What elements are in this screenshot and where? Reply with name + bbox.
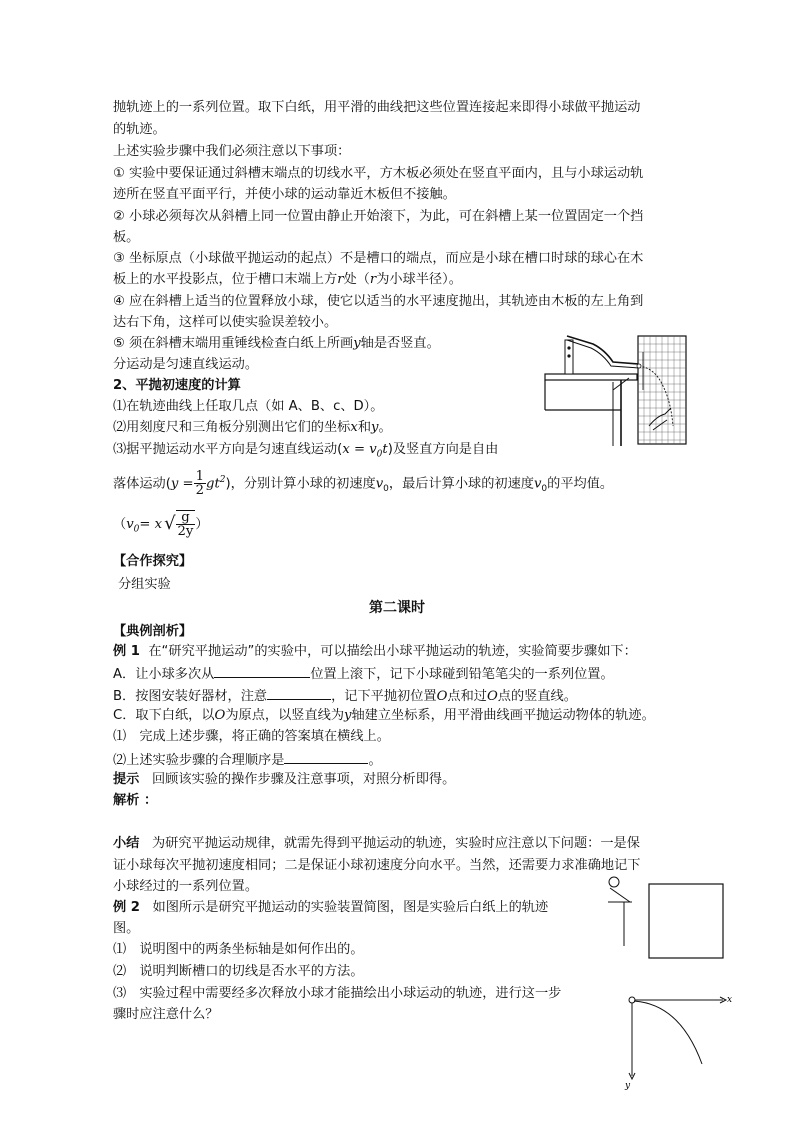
paren: ） bbox=[195, 517, 209, 532]
answer-blank[interactable] bbox=[284, 749, 368, 764]
math-symbol: O bbox=[486, 689, 498, 704]
fraction bbox=[194, 470, 206, 497]
text-span: 轴建立坐标系，用平滑曲线画平抛运动物体的轨迹。 bbox=[351, 708, 655, 723]
text-span: ，记下平抛初位置 bbox=[331, 689, 437, 704]
text-span: B．按图安装好器材，注意 bbox=[113, 689, 268, 704]
formula-part: = x bbox=[139, 517, 163, 532]
text-span: 如图所示是研究平抛运动的实验装置简图，图是实验后白纸上的轨迹 bbox=[152, 900, 549, 915]
paren: （ bbox=[113, 517, 127, 532]
text-line: 板。 bbox=[113, 230, 140, 245]
table-top bbox=[545, 374, 637, 380]
text-line bbox=[113, 749, 382, 771]
math-symbol: x bbox=[350, 420, 358, 435]
analysis-label: 解析 ： bbox=[113, 793, 158, 808]
text-span: 为研究平抛运动规律，就需先得到平抛运动的轨迹，实验时应注意以下问题：一是保 bbox=[151, 836, 640, 851]
math-symbol: y bbox=[371, 420, 379, 435]
answer-blank[interactable] bbox=[267, 685, 331, 700]
text-span: 落体运动( bbox=[113, 476, 171, 492]
superscript: 2 bbox=[219, 475, 226, 485]
denominator: 2 bbox=[195, 482, 204, 498]
example-label: 例 1 bbox=[113, 644, 140, 659]
math-symbol: r bbox=[369, 272, 377, 287]
text-span: 的平均值。 bbox=[547, 476, 614, 492]
apparatus-figure bbox=[543, 330, 688, 448]
x-axis-label: x bbox=[727, 995, 733, 1005]
text-span: 回顾该实验的操作步骤及注意事项，对照分析即得。 bbox=[151, 772, 456, 787]
subscript: 0 bbox=[541, 484, 548, 495]
text-span: ⑤ 须在斜槽末端用重锤线检查白纸上所画 bbox=[113, 336, 354, 351]
formula bbox=[342, 442, 388, 460]
formula-part: y = bbox=[170, 476, 194, 492]
text-span: ⑵上述实验步骤的合理顺序是 bbox=[113, 753, 285, 768]
trajectory-curve bbox=[634, 1001, 702, 1064]
text-line: 骤时应注意什么？ bbox=[113, 1007, 219, 1022]
text-line bbox=[113, 663, 614, 685]
text-line: ⑴在轨迹曲线上任取几点（如 A、B、c、D）。 bbox=[113, 399, 384, 414]
denominator: 2y bbox=[177, 524, 194, 539]
text-line bbox=[113, 418, 392, 438]
subscript: 0 bbox=[133, 524, 140, 535]
text-span: 。 bbox=[368, 753, 382, 768]
origin-point bbox=[629, 997, 635, 1003]
math-symbol: v bbox=[126, 517, 134, 532]
text-span: )，分别计算小球的初速度 bbox=[225, 476, 376, 492]
formula-part: x = v bbox=[342, 442, 377, 457]
summary-label: 小结 bbox=[113, 836, 140, 851]
paper-board bbox=[649, 884, 723, 958]
text-line: 迹所在竖直平面平行，并使小球的运动靠近木板但不接触。 bbox=[113, 187, 456, 202]
text-line bbox=[113, 706, 655, 726]
subscript: 0 bbox=[376, 449, 383, 460]
text-span: 点的竖直线。 bbox=[497, 689, 577, 704]
text-line bbox=[113, 466, 613, 503]
text-span: 和 bbox=[357, 420, 371, 435]
text-line: 分组实验 bbox=[118, 577, 171, 592]
text-line: 证小球每次平抛初速度相同；二是保证小球初速度分向水平。当然，还需要力求准确地记下 bbox=[113, 858, 641, 873]
text-line bbox=[113, 834, 640, 854]
text-line bbox=[113, 770, 455, 790]
text-span: 点和过 bbox=[447, 689, 487, 704]
text-line: ③ 坐标原点（小球做平抛运动的起点）不是槽口的端点，而应是小球在槽口时球的球心在木 bbox=[113, 251, 644, 266]
text-span: ⑶据平抛运动水平方向是匀速直线运动( bbox=[113, 442, 343, 457]
example2-apparatus-figure bbox=[602, 874, 728, 962]
math-symbol: r bbox=[337, 272, 344, 287]
text-line: 上述实验步骤中我们必须注意以下事项： bbox=[113, 144, 351, 159]
text-line: ⑴ 说明图中的两条坐标轴是如何作出的。 bbox=[113, 942, 364, 957]
text-line: 图。 bbox=[113, 921, 140, 936]
formula-part: gt bbox=[206, 476, 220, 492]
text-span: C．取下白纸，以 bbox=[113, 708, 215, 723]
text-span: ，最后计算小球的初速度 bbox=[388, 476, 534, 492]
example-label: 例 2 bbox=[113, 900, 140, 915]
text-line bbox=[113, 642, 637, 662]
text-line bbox=[113, 898, 548, 918]
subscript: 0 bbox=[383, 484, 389, 495]
answer-blank[interactable] bbox=[214, 663, 310, 678]
text-line: ⑶ 实验过程中需要经多次释放小球才能描绘出小球运动的轨迹，进行这一步 bbox=[113, 986, 562, 1001]
section-heading: 【合作探究】 bbox=[113, 554, 193, 569]
text-line: 的轨迹。 bbox=[113, 122, 166, 137]
math-symbol: O bbox=[214, 708, 226, 723]
math-symbol: O bbox=[436, 689, 448, 704]
text-span: 为原点，以竖直线为 bbox=[225, 708, 345, 723]
hint-label: 提示 bbox=[113, 772, 140, 787]
stand-bolt bbox=[567, 346, 570, 349]
text-line: 达右下角，这样可以使实验误差较小。 bbox=[113, 315, 338, 330]
text-span: )及竖直方向是自由 bbox=[387, 442, 499, 457]
math-symbol: v bbox=[533, 476, 542, 492]
numerator: g bbox=[176, 511, 196, 525]
section-heading: 【典例剖析】 bbox=[113, 624, 193, 639]
text-line: ② 小球必须每次从斜槽上同一位置由静止开始滚下，为此，可在斜槽上某一位置固定一个挡 bbox=[113, 209, 644, 224]
text-span: 。 bbox=[378, 420, 392, 435]
section-heading: 2、平抛初速度的计算 bbox=[113, 378, 241, 393]
numerator: 1 bbox=[195, 468, 204, 484]
y-axis-label: y bbox=[625, 1081, 631, 1090]
text-line bbox=[113, 685, 577, 707]
lesson-title: 第二课时 bbox=[369, 600, 425, 616]
text-line: ⑴ 完成上述步骤，将正确的答案填在横线上。 bbox=[113, 729, 390, 744]
text-line: 抛轨迹上的一系列位置。取下白纸，用平滑的曲线把这些位置连接起来即得小球做平抛运动 bbox=[113, 100, 641, 115]
math-symbol: v bbox=[375, 476, 384, 492]
text-span: A．让小球多次从 bbox=[113, 667, 215, 682]
text-line bbox=[113, 440, 498, 465]
text-span: 为小球半径）。 bbox=[376, 272, 462, 287]
text-line: ① 实验中要保证通过斜槽末端点的切线水平，方木板必须处在竖直平面内，且与小球运动轨 bbox=[113, 166, 644, 181]
math-symbol: y bbox=[353, 336, 361, 351]
text-span: 在“研究平抛运动”的实验中，可以描绘出小球平抛运动的轨迹，实验简要步骤如下： bbox=[148, 644, 637, 659]
text-line bbox=[113, 334, 440, 354]
text-span: 轴是否竖直。 bbox=[360, 336, 440, 351]
fraction bbox=[176, 510, 196, 538]
stand-bolt bbox=[567, 354, 570, 357]
inclined-chute bbox=[567, 336, 639, 364]
trajectory-plot bbox=[620, 990, 740, 1090]
text-line: ④ 应在斜槽上适当的位置释放小球，使它以适当的水平速度抛出，其轨迹由木板的左上角到 bbox=[113, 294, 644, 309]
sqrt-sign: √ bbox=[164, 513, 176, 534]
formula-part: t bbox=[382, 442, 388, 457]
formula-line bbox=[113, 508, 209, 546]
text-span: 处（ bbox=[343, 272, 370, 287]
text-line: ⑵ 说明判断槽口的切线是否水平的方法。 bbox=[113, 964, 364, 979]
chute-line bbox=[610, 888, 630, 902]
text-line bbox=[113, 270, 462, 290]
math-symbol: y bbox=[344, 708, 352, 723]
text-span: 板上的水平投影点，位于槽口末端上方 bbox=[113, 272, 338, 287]
ball bbox=[637, 364, 641, 368]
text-line: 小球经过的一系列位置。 bbox=[113, 879, 259, 894]
text-span: 位置上滚下，记下小球碰到铅笔笔尖的一系列位置。 bbox=[310, 667, 614, 682]
ball bbox=[609, 877, 619, 887]
text-span: ⑵用刻度尺和三角板分别测出它们的坐标 bbox=[113, 420, 351, 435]
text-line: 分运动是匀速直线运动。 bbox=[113, 357, 259, 372]
